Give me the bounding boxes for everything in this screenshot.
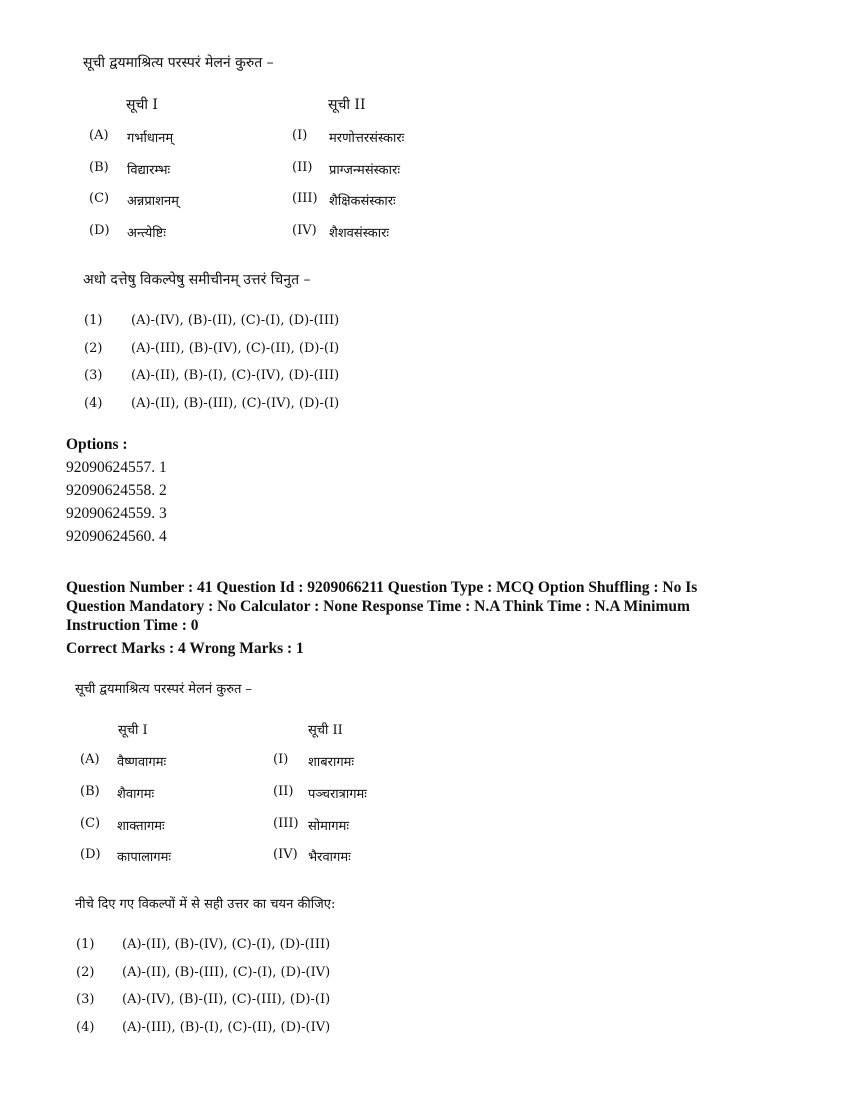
q40-choice-text: (A)-(IV), (B)-(II), (C)-(I), (D)-(III) (131, 313, 340, 328)
q40-choice-num: (1) (84, 313, 103, 328)
q40-list2-item: मरणोत्तरसंस्कारः (329, 131, 405, 146)
q40-list1-item: अन्नप्राशनम् (127, 194, 179, 209)
q40-list2-item: प्राग्जन्मसंस्कारः (329, 163, 400, 178)
q40-list2-header: सूची II (328, 97, 366, 113)
question-meta-line: Question Number : 41 Question Id : 9209066211 Question Type : MCQ Option Shuffling : No Is (66, 579, 698, 596)
q41-choice-text: (A)-(III), (B)-(I), (C)-(II), (D)-(IV) (122, 1020, 331, 1035)
q41-list2-item: शाबरागमः (308, 755, 355, 770)
q41-choice-num: (3) (76, 992, 95, 1007)
q40-choice-text: (A)-(II), (B)-(I), (C)-(IV), (D)-(III) (131, 368, 340, 383)
q40-list2-key: (IV) (292, 223, 317, 238)
question-meta-line: Question Mandatory : No Calculator : None Response Time : N.A Think Time : N.A Minimum (66, 598, 690, 615)
q41-list2-key: (II) (273, 784, 294, 799)
q41-list1-key: (B) (80, 784, 100, 799)
q41-list2-item: भैरवागमः (308, 850, 351, 865)
q40-list1-header: सूची I (126, 97, 158, 113)
q41-instruction: सूची द्वयमाश्रित्य परस्परं मेलनं कुरुत – (75, 682, 253, 697)
q40-list1-item: अन्त्येष्टिः (127, 226, 166, 241)
q41-list1-item: कापालागमः (117, 850, 172, 865)
q40-choice-num: (3) (84, 368, 103, 383)
q41-list1-header: सूची I (118, 723, 148, 738)
q40-list2-key: (II) (292, 160, 313, 175)
q40-choice-text: (A)-(III), (B)-(IV), (C)-(II), (D)-(I) (131, 341, 340, 356)
q41-choice-num: (4) (76, 1020, 95, 1035)
q41-list2-key: (III) (273, 816, 299, 831)
option-id: 92090624559. 3 (66, 505, 167, 522)
question-marks: Correct Marks : 4 Wrong Marks : 1 (66, 640, 304, 657)
q41-choice-text: (A)-(II), (B)-(III), (C)-(I), (D)-(IV) (122, 965, 331, 980)
q40-instruction: सूची द्वयमाश्रित्य परस्परं मेलनं कुरुत – (83, 55, 274, 71)
question-meta-line: Instruction Time : 0 (66, 617, 199, 634)
q40-list1-item: गर्भाधानम् (127, 131, 174, 146)
q41-choice-num: (1) (76, 937, 95, 952)
q40-prompt: अधो दत्तेषु विकल्पेषु समीचीनम् उत्तरं चिनुत – (83, 272, 311, 288)
q41-list2-item: पञ्चरात्रागमः (308, 787, 367, 802)
q40-list1-key: (C) (89, 191, 110, 206)
q40-list2-item: शैक्षिकसंस्कारः (329, 194, 396, 209)
q41-choice-text: (A)-(IV), (B)-(II), (C)-(III), (D)-(I) (122, 992, 331, 1007)
q41-list1-item: वैष्णवागमः (117, 755, 167, 770)
option-id: 92090624560. 4 (66, 528, 167, 545)
q40-list2-item: शैशवसंस्कारः (329, 226, 390, 241)
q41-list2-item: सोमागमः (308, 819, 350, 834)
q40-list1-item: विद्यारम्भः (127, 163, 171, 178)
q40-list2-key: (I) (292, 128, 308, 143)
q41-prompt: नीचे दिए गए विकल्पों में से सही उत्तर का चयन कीजिए: (75, 897, 336, 912)
option-id: 92090624558. 2 (66, 482, 167, 499)
q40-list1-key: (B) (89, 160, 109, 175)
q41-list1-key: (C) (80, 816, 101, 831)
q41-list1-item: शैवागमः (117, 787, 155, 802)
q40-choice-num: (2) (84, 341, 103, 356)
q41-list1-key: (A) (80, 752, 100, 767)
option-id: 92090624557. 1 (66, 459, 167, 476)
q40-choice-text: (A)-(II), (B)-(III), (C)-(IV), (D)-(I) (131, 396, 340, 411)
q41-list1-item: शाक्तागमः (117, 819, 165, 834)
q41-list1-key: (D) (80, 847, 101, 862)
q41-list2-header: सूची II (308, 723, 343, 738)
q41-list2-key: (I) (273, 752, 289, 767)
q41-list2-key: (IV) (273, 847, 298, 862)
q40-list2-key: (III) (292, 191, 318, 206)
q40-choice-num: (4) (84, 396, 103, 411)
q40-list1-key: (A) (89, 128, 109, 143)
q40-list1-key: (D) (89, 223, 110, 238)
options-label: Options : (66, 436, 128, 453)
q41-choice-num: (2) (76, 965, 95, 980)
q41-choice-text: (A)-(II), (B)-(IV), (C)-(I), (D)-(III) (122, 937, 331, 952)
